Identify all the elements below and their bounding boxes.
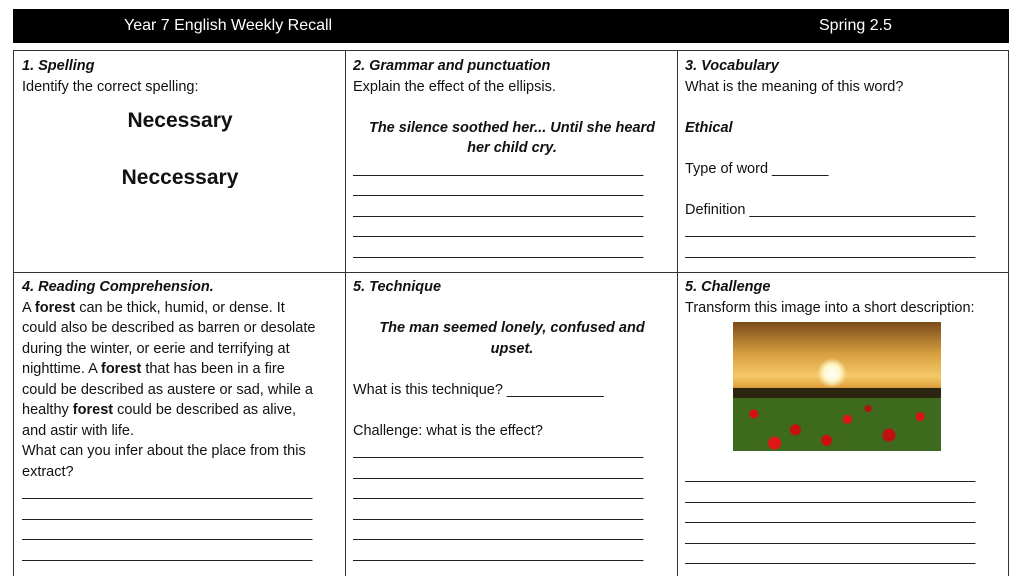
spelling-option-2: Neccessary <box>121 167 239 188</box>
spelling-prompt: Identify the correct spelling: <box>22 78 199 95</box>
definition-label: Definition <box>685 201 746 218</box>
technique-heading: 5. Technique <box>353 279 442 295</box>
reading-text-line: could also be described as barren or desolate <box>22 320 316 336</box>
answer-line[interactable]: ____________________________________ <box>353 201 644 218</box>
technique-question-row <box>353 380 671 401</box>
answer-line[interactable]: ____________________________________ <box>22 504 313 521</box>
grammar-cell <box>353 56 671 268</box>
answer-line[interactable]: ____________________________________ <box>353 463 644 480</box>
answer-line[interactable]: ____________________________________ <box>685 467 976 483</box>
answer-line[interactable]: ____________________________________ <box>353 545 644 562</box>
grid-divider <box>14 272 1008 273</box>
technique-blank[interactable]: ____________ <box>506 381 604 398</box>
sun-shape <box>817 358 847 388</box>
spelling-heading: 1. Spelling <box>22 58 95 74</box>
answer-line[interactable]: ____________________________________ <box>353 222 644 238</box>
recall-grid <box>13 50 1009 576</box>
reading-text-line: nighttime. A forest that has been in a fire <box>22 361 285 377</box>
answer-line[interactable]: ____________________________________ <box>353 525 644 541</box>
keyword: forest <box>34 299 76 316</box>
reading-question: extract? <box>22 463 74 480</box>
vocabulary-word: Ethical <box>685 119 733 136</box>
answer-line[interactable]: ____________________________________ <box>685 549 976 565</box>
grammar-prompt: Explain the effect of the ellipsis. <box>353 78 556 95</box>
reading-cell <box>22 277 338 576</box>
answer-line[interactable]: ____________________________________ <box>353 181 644 197</box>
type-of-word-label: Type of word <box>685 160 769 177</box>
reading-text-line: healthy forest could be described as alive, <box>22 402 297 418</box>
grammar-heading: 2. Grammar and punctuation <box>353 58 551 74</box>
challenge-prompt: Transform this image into a short description: <box>685 299 975 316</box>
spelling-cell <box>22 56 338 268</box>
answer-line[interactable]: ____________________________________ <box>353 484 644 500</box>
technique-sentence: upset. <box>490 340 534 357</box>
reading-text-line: A forest can be thick, humid, or dense. It <box>22 299 285 316</box>
type-of-word-row <box>685 159 1003 180</box>
vocabulary-heading: 3. Vocabulary <box>685 58 779 74</box>
page-title: Year 7 English Weekly Recall <box>124 17 333 34</box>
technique-cell <box>353 277 671 576</box>
grid-divider <box>345 51 346 576</box>
reading-text-line: and astir with life. <box>22 422 135 439</box>
definition-blank[interactable]: ____________________________ <box>749 201 976 218</box>
treeline-shape <box>733 388 941 398</box>
reading-question: What can you infer about the place from this <box>22 443 306 459</box>
term-label: Spring 2.5 <box>819 17 892 34</box>
answer-line[interactable]: ____________________________________ <box>685 487 976 504</box>
spelling-option-1: Necessary <box>127 111 233 132</box>
answer-line[interactable]: ____________________________________ <box>685 242 976 259</box>
answer-line[interactable]: ____________________________________ <box>22 545 313 562</box>
answer-line[interactable]: ____________________________________ <box>353 242 644 259</box>
answer-line[interactable]: ____________________________________ <box>22 484 313 500</box>
reading-text-line: during the winter, or eerie and terrifying at <box>22 340 290 357</box>
answer-line[interactable]: ____________________________________ <box>353 504 644 521</box>
grid-divider <box>677 51 678 576</box>
challenge-heading: 5. Challenge <box>685 279 771 295</box>
poppy-field-sunset-image <box>733 322 941 451</box>
answer-line[interactable]: ____________________________________ <box>22 525 313 541</box>
answer-line[interactable]: ____________________________________ <box>353 160 644 177</box>
header-bar <box>13 9 1009 43</box>
grammar-sentence: her child cry. <box>467 140 557 156</box>
challenge-cell <box>685 277 1003 576</box>
keyword: forest <box>101 361 142 377</box>
type-of-word-blank[interactable]: _______ <box>772 160 829 177</box>
answer-line[interactable]: ____________________________________ <box>685 222 976 238</box>
vocabulary-cell <box>685 56 1003 268</box>
definition-row <box>685 200 1003 221</box>
answer-line[interactable]: ____________________________________ <box>685 508 976 524</box>
technique-sentence: The man seemed lonely, confused and <box>379 320 645 336</box>
answer-line[interactable]: ____________________________________ <box>353 443 644 459</box>
reading-text-line: could be described as austere or sad, while a <box>22 381 313 398</box>
technique-question: What is this technique? <box>353 381 503 398</box>
answer-line[interactable]: ____________________________________ <box>685 528 976 545</box>
poppy-field-shape <box>733 398 941 451</box>
vocabulary-prompt: What is the meaning of this word? <box>685 78 904 95</box>
technique-challenge: Challenge: what is the effect? <box>353 422 543 439</box>
keyword: forest <box>72 402 114 418</box>
reading-heading: 4. Reading Comprehension. <box>22 279 214 295</box>
grammar-sentence: The silence soothed her... Until she heard <box>368 119 656 136</box>
